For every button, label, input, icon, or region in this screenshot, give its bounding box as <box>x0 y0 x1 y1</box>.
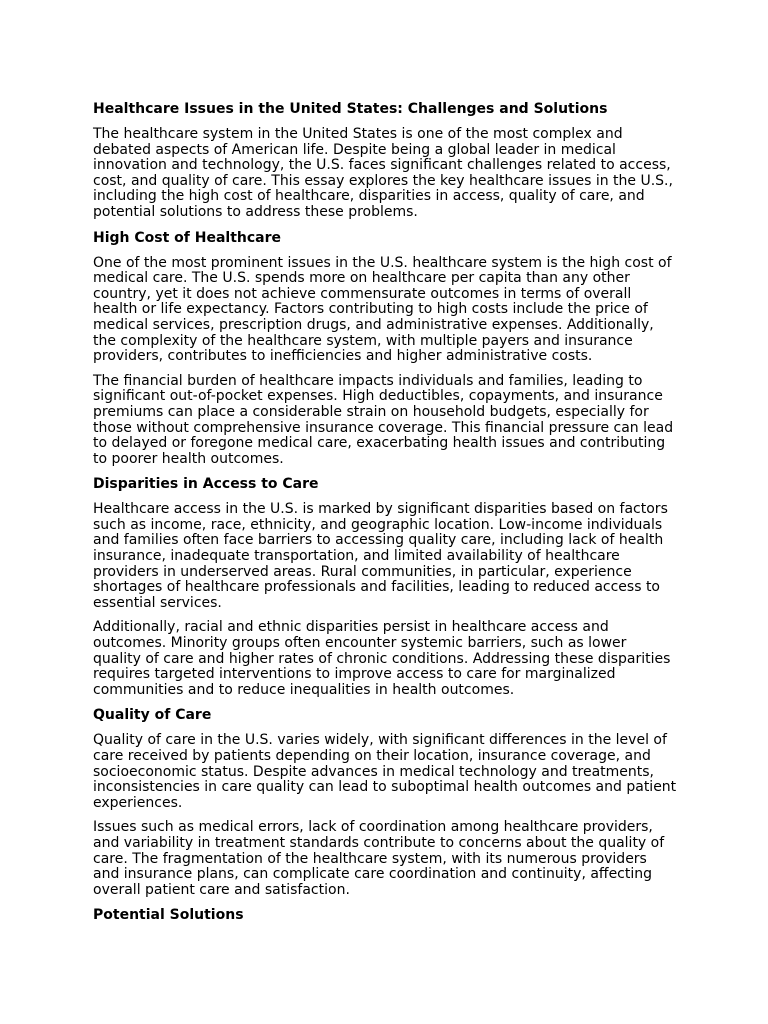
quality-paragraph-1: Quality of care in the U.S. varies widely, with significant differences in the level of care received by patients depending on their location, insurance coverage, and socioeconomic status. Despite advances in medical technology and treatments, inconsistencies in care quality can lead to suboptimal health outcomes and patient experiences. <box>93 732 677 811</box>
section-heading-disparities: Disparities in Access to Care <box>93 476 319 493</box>
high-cost-paragraph-1: One of the most prominent issues in the U.S. healthcare system is the high cost of medical care. The U.S. spends more on healthcare per capita than any other country, yet it does not achieve commensurate outcomes in terms of overall health or life expectancy. Factors contributing to high costs include the price of medical services, prescription drugs, and administrative expenses. Additionally, the complexity of the healthcare system, with multiple payers and insurance providers, contributes to inefficiencies and higher administrative costs. <box>93 254 672 365</box>
quality-paragraph-2: Issues such as medical errors, lack of coordination among healthcare providers, and variability in treatment standards contribute to concerns about the quality of care. The fragmentation of the healthcare system, with its numerous providers and insurance plans, can complicate care coordination and continuity, affecting overall patient care and satisfaction. <box>93 819 665 898</box>
document-title: Healthcare Issues in the United States: Challenges and Solutions <box>93 101 608 117</box>
intro-paragraph: The healthcare system in the United States is one of the most complex and debated aspects of American life. Despite being a global leader in medical innovation and technology, the U.S. faces significant challenges related to access, cost, and quality of care. This essay explores the key healthcare issues in the U.S., including the high cost of healthcare, disparities in access, quality of care, and potential solutions to address these problems. <box>93 126 673 220</box>
disparities-paragraph-2: Additionally, racial and ethnic disparities persist in healthcare access and outcomes. Minority groups often encounter systemic barriers, such as lower quality of care and higher rates of chronic conditions. Addressing these disparities requires targeted interventions to improve access to care for marginalized communities and to reduce inequalities in health outcomes. <box>93 619 671 698</box>
section-heading-solutions: Potential Solutions <box>93 907 244 924</box>
section-heading-quality: Quality of Care <box>93 707 212 724</box>
high-cost-paragraph-2: The financial burden of healthcare impacts individuals and families, leading to significant out-of-pocket expenses. High deductibles, copayments, and insurance premiums can place a considerable strain on household budgets, especially for those without comprehensive insurance coverage. This financial pressure can lead to delayed or foregone medical care, exacerbating health issues and contributing to poorer health outcomes. <box>93 372 674 467</box>
disparities-paragraph-1: Healthcare access in the U.S. is marked by significant disparities based on factors such as income, race, ethnicity, and geographic location. Low-income individuals and families often face barriers to accessing quality care, including lack of health insurance, inadequate transportation, and limited availability of healthcare providers in underserved areas. Rural communities, in particular, experience shortages of healthcare professionals and facilities, leading to reduced access to essential services. <box>93 501 668 611</box>
section-heading-high-cost: High Cost of Healthcare <box>93 229 282 246</box>
